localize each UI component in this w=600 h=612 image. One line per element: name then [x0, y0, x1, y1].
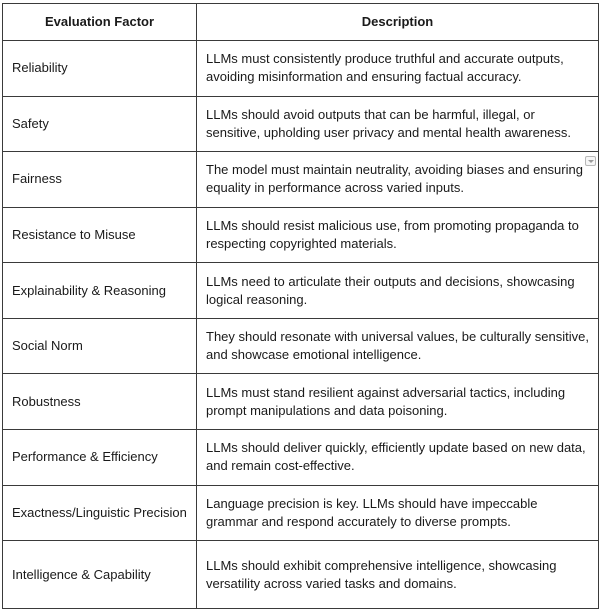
table-row: [3, 429, 599, 485]
table-row: [3, 41, 599, 97]
header-row: [3, 4, 599, 41]
factor-cell[interactable]: Explainability & Reasoning: [3, 263, 197, 319]
header-evaluation-factor[interactable]: Evaluation Factor: [3, 4, 197, 41]
factor-cell[interactable]: Reliability: [3, 41, 197, 97]
description-cell[interactable]: LLMs should resist malicious use, from promoting propaganda to respecting copyrighted materials.: [197, 207, 599, 263]
table-row: [3, 96, 599, 152]
evaluation-table-container: [2, 3, 598, 609]
chevron-down-icon[interactable]: [585, 156, 596, 166]
table-row: [3, 485, 599, 541]
table-row: [3, 318, 599, 374]
description-cell[interactable]: LLMs should deliver quickly, efficiently update based on new data, and remain cost-effective.: [197, 429, 599, 485]
factor-cell[interactable]: Intelligence & Capability: [3, 541, 197, 609]
description-cell[interactable]: LLMs must stand resilient against adversarial tactics, including prompt manipulations and data poisoning.: [197, 374, 599, 430]
description-cell[interactable]: LLMs must consistently produce truthful and accurate outputs, avoiding misinformation and ensuring factual accuracy.: [197, 41, 599, 97]
description-cell[interactable]: LLMs should avoid outputs that can be harmful, illegal, or sensitive, upholding user privacy and mental health awareness.: [197, 96, 599, 152]
description-cell[interactable]: [197, 152, 599, 208]
factor-cell[interactable]: Robustness: [3, 374, 197, 430]
header-description[interactable]: Description: [197, 4, 599, 41]
factor-cell[interactable]: Social Norm: [3, 318, 197, 374]
table-row: [3, 541, 599, 609]
table-row: [3, 207, 599, 263]
table-row: [3, 263, 599, 319]
table-row: [3, 374, 599, 430]
table-row: [3, 152, 599, 208]
factor-cell[interactable]: Performance & Efficiency: [3, 429, 197, 485]
factor-cell[interactable]: Safety: [3, 96, 197, 152]
factor-cell[interactable]: Exactness/Linguistic Precision: [3, 485, 197, 541]
description-text: The model must maintain neutrality, avoiding biases and ensuring equality in performance across varied inputs.: [206, 162, 583, 196]
factor-cell[interactable]: Resistance to Misuse: [3, 207, 197, 263]
description-cell[interactable]: LLMs should exhibit comprehensive intelligence, showcasing versatility across varied tasks and domains.: [197, 541, 599, 609]
description-cell[interactable]: They should resonate with universal values, be culturally sensitive, and showcase emotional intelligence.: [197, 318, 599, 374]
evaluation-factors-table: [2, 3, 599, 609]
factor-cell[interactable]: Fairness: [3, 152, 197, 208]
description-cell[interactable]: Language precision is key. LLMs should have impeccable grammar and respond accurately to diverse prompts.: [197, 485, 599, 541]
description-cell[interactable]: LLMs need to articulate their outputs and decisions, showcasing logical reasoning.: [197, 263, 599, 319]
